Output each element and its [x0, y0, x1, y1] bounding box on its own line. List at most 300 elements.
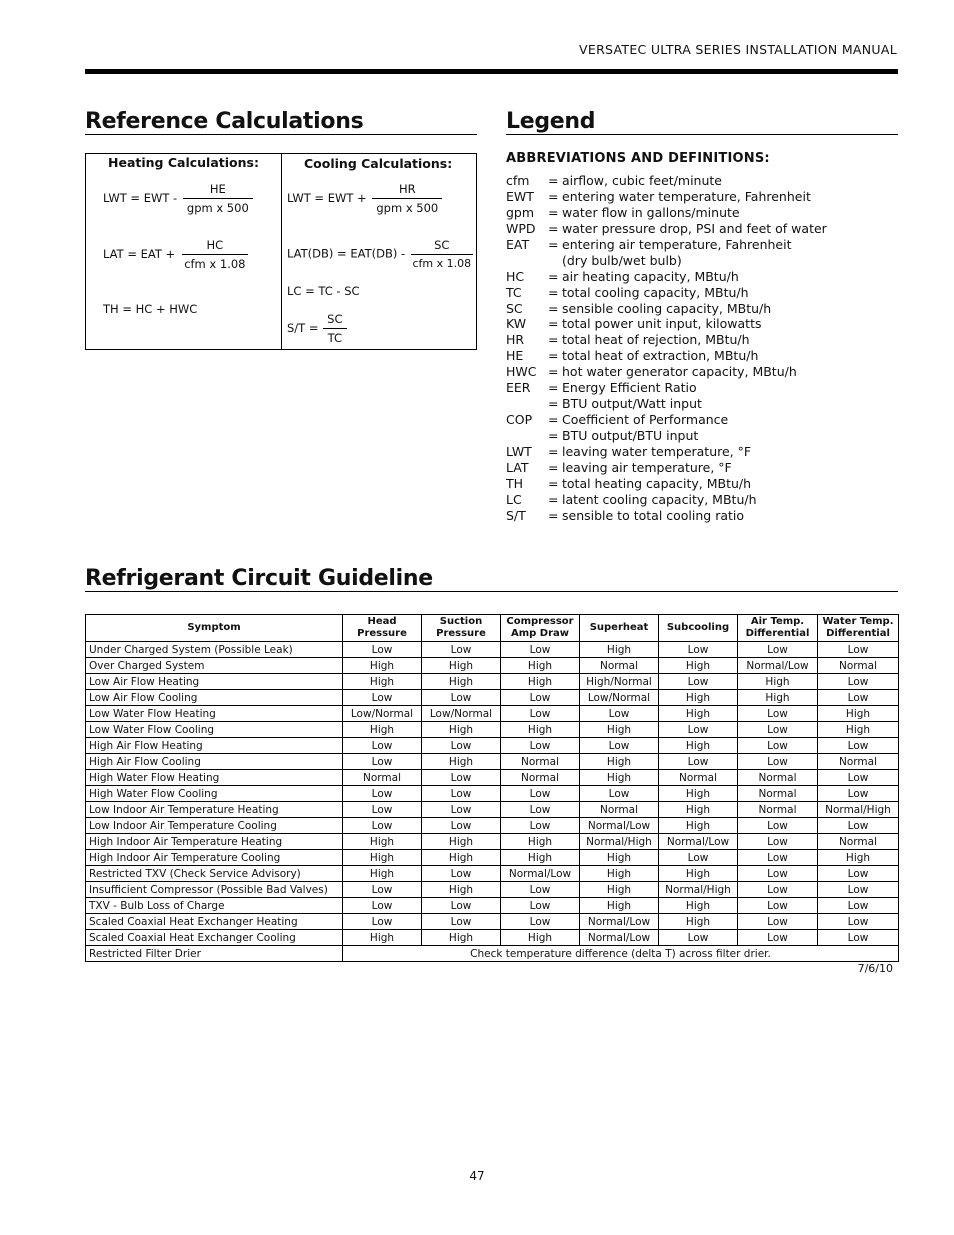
- table-cell: High/Normal: [580, 674, 659, 690]
- table-cell: Low: [343, 882, 422, 898]
- table-cell: Low: [738, 722, 818, 738]
- table-cell: High: [343, 866, 422, 882]
- abbreviation-definition: air heating capacity, MBtu/h: [562, 268, 739, 284]
- table-cell: Low: [818, 914, 899, 930]
- table-cell: Low: [818, 786, 899, 802]
- column-header: Symptom: [86, 615, 343, 642]
- table-cell: Low: [422, 914, 501, 930]
- table-cell: High: [659, 690, 738, 706]
- abbreviation-equals: =: [548, 412, 559, 428]
- abbreviation-code: gpm: [506, 204, 535, 220]
- abbreviation-equals: =: [548, 316, 559, 332]
- table-cell: Normal/Low: [580, 914, 659, 930]
- abbreviation-definition: latent cooling capacity, MBtu/h: [562, 491, 757, 507]
- table-cell: Normal/Low: [501, 866, 580, 882]
- abbreviation-definition: total cooling capacity, MBtu/h: [562, 284, 749, 300]
- table-cell: Low: [659, 722, 738, 738]
- abbreviation-row: [506, 380, 898, 396]
- table-cell: High: [501, 850, 580, 866]
- symptom-cell: Low Indoor Air Temperature Cooling: [86, 818, 343, 834]
- table-cell: Low: [818, 818, 899, 834]
- table-cell: High: [422, 722, 501, 738]
- table-row: [86, 850, 899, 866]
- abbreviation-equals: =: [548, 268, 559, 284]
- abbreviation-code: [506, 253, 548, 269]
- abbreviation-equals: =: [548, 428, 559, 443]
- table-cell: Low: [659, 642, 738, 658]
- symptom-cell: High Air Flow Heating: [86, 738, 343, 754]
- table-cell: Normal/Low: [580, 930, 659, 946]
- table-cell: Low: [580, 738, 659, 754]
- abbreviation-equals: =: [548, 491, 559, 507]
- table-cell: Low: [422, 690, 501, 706]
- table-cell: Low: [343, 818, 422, 834]
- table-cell: Low: [738, 706, 818, 722]
- table-cell: High: [659, 658, 738, 674]
- symptom-cell: TXV - Bulb Loss of Charge: [86, 898, 343, 914]
- table-cell: High: [422, 834, 501, 850]
- abbreviation-equals: =: [548, 236, 559, 252]
- table-row: [86, 754, 899, 770]
- abbreviation-definition: entering water temperature, Fahrenheit: [562, 188, 811, 204]
- abbreviation-row: [506, 428, 898, 444]
- table-cell: Low: [818, 674, 899, 690]
- table-cell: Low: [422, 866, 501, 882]
- abbreviation-row: [506, 221, 898, 237]
- abbreviation-code: EWT: [506, 188, 534, 204]
- symptom-cell: Low Air Flow Heating: [86, 674, 343, 690]
- heating-lwt-fraction: [183, 182, 253, 215]
- abbreviation-equals: =: [548, 332, 559, 348]
- table-cell: Low: [738, 642, 818, 658]
- cooling-lc-formula: LC = TC - SC: [287, 284, 360, 298]
- table-cell: Low: [738, 882, 818, 898]
- symptom-cell: Low Water Flow Cooling: [86, 722, 343, 738]
- table-cell: High: [580, 722, 659, 738]
- abbreviation-definition: sensible to total cooling ratio: [562, 507, 745, 523]
- abbreviation-row: [506, 460, 898, 476]
- symptom-cell: Low Indoor Air Temperature Heating: [86, 802, 343, 818]
- manual-title: VERSATEC ULTRA SERIES INSTALLATION MANUAL: [579, 42, 897, 57]
- abbreviation-definition: total heat of extraction, MBtu/h: [562, 348, 759, 364]
- table-cell: Low: [659, 674, 738, 690]
- column-header: Suction Pressure: [422, 615, 501, 642]
- table-row: [86, 738, 899, 754]
- cooling-st-fraction: [323, 312, 346, 345]
- table-cell: Low: [501, 914, 580, 930]
- abbreviation-definition: total power unit input, kilowatts: [562, 316, 762, 332]
- heating-lat-denominator: cfm x 1.08: [184, 257, 246, 271]
- abbreviation-row: [506, 173, 898, 189]
- abbreviation-equals: =: [548, 173, 559, 188]
- table-row: [86, 866, 899, 882]
- table-cell: Low: [501, 898, 580, 914]
- table-cell: High: [659, 866, 738, 882]
- abbreviation-definition: total heating capacity, MBtu/h: [562, 475, 752, 491]
- table-cell: High: [818, 706, 899, 722]
- cooling-lwt-numerator: HR: [372, 182, 442, 199]
- symptom-cell: Under Charged System (Possible Leak): [86, 642, 343, 658]
- table-row: [86, 914, 899, 930]
- abbreviation-row: [506, 285, 898, 301]
- abbreviation-equals: =: [548, 475, 559, 491]
- abbreviation-row: [506, 348, 898, 364]
- abbreviation-definition: Coefficient of Performance: [562, 412, 729, 428]
- table-cell: Normal: [738, 770, 818, 786]
- table-cell: High: [422, 850, 501, 866]
- abbreviation-definition: BTU output/BTU input: [562, 428, 699, 443]
- abbreviation-code: EAT: [506, 236, 530, 252]
- abbreviation-code: LAT: [506, 459, 529, 475]
- table-cell: Normal: [659, 770, 738, 786]
- refrigerant-guideline-title: Refrigerant Circuit Guideline: [85, 566, 433, 591]
- table-cell: Low: [738, 754, 818, 770]
- table-cell: Normal: [818, 658, 899, 674]
- table-date: 7/6/10: [857, 962, 893, 975]
- table-row: [86, 690, 899, 706]
- symptom-cell: Scaled Coaxial Heat Exchanger Cooling: [86, 930, 343, 946]
- abbreviation-code: HR: [506, 332, 525, 348]
- abbreviation-row: [506, 269, 898, 285]
- table-cell: High: [659, 898, 738, 914]
- abbreviation-row: [506, 412, 898, 428]
- table-cell: Low: [738, 738, 818, 754]
- table-cell: Low: [343, 898, 422, 914]
- table-cell: Low/Normal: [580, 690, 659, 706]
- cooling-lwt-formula: [287, 182, 442, 215]
- abbreviation-row: [506, 316, 898, 332]
- abbreviation-row: [506, 205, 898, 221]
- cooling-lwt-lhs: LWT = EWT +: [287, 191, 367, 205]
- abbreviations-list: [506, 173, 898, 524]
- table-cell: Low: [422, 642, 501, 658]
- heating-lwt-formula: [103, 182, 253, 215]
- abbreviation-equals: =: [548, 459, 559, 475]
- table-cell: Normal: [580, 658, 659, 674]
- cooling-st-formula: [287, 312, 347, 345]
- abbreviation-definition: airflow, cubic feet/minute: [562, 173, 722, 188]
- table-cell: Normal: [738, 786, 818, 802]
- guideline-title-rule: [85, 591, 898, 592]
- table-cell: High: [580, 754, 659, 770]
- table-cell: Low: [738, 818, 818, 834]
- table-cell: Low: [659, 754, 738, 770]
- table-cell: High: [580, 770, 659, 786]
- table-cell: Low: [501, 818, 580, 834]
- abbreviation-row: [506, 364, 898, 380]
- table-cell: Low: [343, 738, 422, 754]
- abbreviation-code: TC: [506, 284, 522, 300]
- table-row: [86, 930, 899, 946]
- table-cell: Low: [501, 882, 580, 898]
- abbreviation-code: LC: [506, 491, 522, 507]
- table-cell: Normal/Low: [659, 834, 738, 850]
- table-cell: Normal: [818, 834, 899, 850]
- abbreviation-equals: =: [548, 364, 559, 380]
- table-cell: High: [501, 930, 580, 946]
- abbreviation-row: [506, 253, 898, 269]
- table-cell: High: [501, 834, 580, 850]
- cooling-st-numerator: SC: [323, 312, 346, 329]
- symptom-cell: Over Charged System: [86, 658, 343, 674]
- abbreviation-equals: =: [548, 507, 559, 523]
- table-cell: Normal: [580, 802, 659, 818]
- table-body: [86, 642, 899, 962]
- abbreviation-code: [506, 396, 548, 412]
- abbreviation-definition: hot water generator capacity, MBtu/h: [562, 364, 797, 380]
- table-cell: High: [580, 898, 659, 914]
- table-row: [86, 834, 899, 850]
- table-cell: High: [659, 818, 738, 834]
- cooling-lat-fraction: [411, 238, 473, 270]
- symptom-cell: Insufficient Compressor (Possible Bad Valves): [86, 882, 343, 898]
- table-cell: High: [738, 690, 818, 706]
- symptom-cell: Restricted Filter Drier: [86, 946, 343, 962]
- table-cell: Low: [501, 642, 580, 658]
- table-cell: High: [818, 722, 899, 738]
- table-cell: High: [580, 642, 659, 658]
- heating-lat-formula: [103, 238, 248, 271]
- abbreviation-code: WPD: [506, 220, 536, 236]
- table-cell: High: [501, 722, 580, 738]
- abbreviation-row: [506, 301, 898, 317]
- heating-lwt-lhs: LWT = EWT -: [103, 191, 178, 205]
- table-header-row: [86, 615, 899, 642]
- symptom-cell: High Indoor Air Temperature Cooling: [86, 850, 343, 866]
- table-row: [86, 658, 899, 674]
- abbreviation-code: S/T: [506, 507, 526, 523]
- table-cell: Low: [580, 786, 659, 802]
- column-header: Head Pressure: [343, 615, 422, 642]
- table-cell: High: [659, 786, 738, 802]
- table-cell: High: [422, 754, 501, 770]
- table-cell: Normal/High: [580, 834, 659, 850]
- table-cell: Low: [818, 642, 899, 658]
- column-header: Water Temp. Differential: [818, 615, 899, 642]
- legend-title: Legend: [506, 109, 596, 134]
- filter-drier-note: Check temperature difference (delta T) across filter drier.: [343, 946, 899, 962]
- abbreviation-code: EER: [506, 380, 531, 396]
- abbreviation-equals: =: [548, 380, 559, 396]
- table-cell: Low: [738, 834, 818, 850]
- heating-lat-fraction: [182, 238, 248, 271]
- abbreviation-equals: =: [548, 204, 559, 220]
- table-cell: Low: [818, 898, 899, 914]
- symptom-cell: High Air Flow Cooling: [86, 754, 343, 770]
- header-rule: [85, 69, 898, 74]
- table-cell: Low: [501, 802, 580, 818]
- abbreviation-equals: =: [548, 300, 559, 316]
- abbreviation-definition: water flow in gallons/minute: [562, 204, 740, 220]
- abbreviation-code: LWT: [506, 443, 532, 459]
- column-header: Air Temp. Differential: [738, 615, 818, 642]
- table-cell: Normal: [738, 802, 818, 818]
- abbreviation-definition: leaving water temperature, °F: [562, 443, 752, 459]
- table-cell: Low/Normal: [422, 706, 501, 722]
- abbreviation-code: HE: [506, 348, 524, 364]
- table-cell: High: [659, 914, 738, 930]
- table-row: [86, 818, 899, 834]
- table-cell: Low: [818, 738, 899, 754]
- heating-th-formula: TH = HC + HWC: [103, 302, 198, 316]
- table-row: [86, 898, 899, 914]
- abbreviation-code: KW: [506, 316, 527, 332]
- table-cell: Low: [738, 914, 818, 930]
- calculations-divider: [281, 154, 282, 349]
- table-cell: Normal/Low: [580, 818, 659, 834]
- table-cell: Normal: [818, 754, 899, 770]
- abbreviation-code: HC: [506, 268, 525, 284]
- heating-lwt-numerator: HE: [183, 182, 253, 199]
- cooling-lwt-denominator: gpm x 500: [376, 201, 439, 215]
- table-cell: Low: [659, 930, 738, 946]
- abbreviation-equals: =: [548, 396, 559, 412]
- table-row: [86, 802, 899, 818]
- column-header: Compressor Amp Draw: [501, 615, 580, 642]
- table-cell: Low: [343, 786, 422, 802]
- table-cell: Normal: [501, 770, 580, 786]
- table-cell: High: [343, 722, 422, 738]
- table-cell: High: [659, 706, 738, 722]
- abbreviation-equals: =: [548, 220, 559, 236]
- abbreviation-code: COP: [506, 412, 533, 428]
- abbreviation-definition: Energy Efficient Ratio: [562, 380, 697, 396]
- abbreviation-row: [506, 444, 898, 460]
- abbreviation-definition: total heat of rejection, MBtu/h: [562, 332, 750, 348]
- abbreviation-code: cfm: [506, 173, 530, 188]
- heating-lat-lhs: LAT = EAT +: [103, 247, 176, 261]
- table-cell: Low: [659, 850, 738, 866]
- table-cell: Low: [422, 786, 501, 802]
- table-cell: High: [422, 882, 501, 898]
- table-cell: High: [580, 850, 659, 866]
- table-row: [86, 946, 899, 962]
- table-cell: Low: [343, 690, 422, 706]
- abbreviation-definition: sensible cooling capacity, MBtu/h: [562, 300, 772, 316]
- heating-calculations-heading: Heating Calculations:: [108, 155, 259, 170]
- table-cell: Low: [422, 802, 501, 818]
- cooling-st-denominator: TC: [327, 331, 343, 345]
- cooling-lat-formula: [287, 238, 473, 270]
- heating-lwt-denominator: gpm x 500: [186, 201, 249, 215]
- table-cell: Low: [343, 914, 422, 930]
- symptom-cell: Low Air Flow Cooling: [86, 690, 343, 706]
- table-cell: High: [422, 930, 501, 946]
- abbreviation-row: [506, 189, 898, 205]
- symptom-cell: High Water Flow Cooling: [86, 786, 343, 802]
- table-cell: Low: [818, 866, 899, 882]
- abbreviation-row: [506, 237, 898, 253]
- table-cell: Low: [343, 642, 422, 658]
- table-row: [86, 770, 899, 786]
- table-row: [86, 706, 899, 722]
- abbreviation-equals: =: [548, 443, 559, 459]
- table-cell: High: [659, 802, 738, 818]
- abbreviation-equals: =: [548, 188, 559, 204]
- table-cell: Low: [818, 930, 899, 946]
- table-row: [86, 722, 899, 738]
- cooling-lat-lhs: LAT(DB) = EAT(DB) -: [287, 246, 406, 261]
- symptom-cell: Scaled Coaxial Heat Exchanger Heating: [86, 914, 343, 930]
- table-cell: Low: [738, 850, 818, 866]
- abbreviation-equals: =: [548, 348, 559, 364]
- table-row: [86, 882, 899, 898]
- symptom-cell: High Indoor Air Temperature Heating: [86, 834, 343, 850]
- abbreviation-equals: [548, 253, 562, 269]
- abbreviation-definition: (dry bulb/wet bulb): [562, 252, 682, 268]
- table-cell: Low: [501, 738, 580, 754]
- abbreviation-definition: water pressure drop, PSI and feet of water: [562, 220, 827, 236]
- abbreviation-equals: =: [548, 284, 559, 300]
- table-cell: Low: [422, 818, 501, 834]
- table-cell: Low: [501, 786, 580, 802]
- abbreviation-code: SC: [506, 300, 523, 316]
- table-cell: High: [818, 850, 899, 866]
- table-cell: Low: [343, 802, 422, 818]
- table-cell: Normal/High: [818, 802, 899, 818]
- table-cell: High: [343, 658, 422, 674]
- abbreviation-code: TH: [506, 475, 524, 491]
- abbreviation-row: [506, 508, 898, 524]
- cooling-st-lhs: S/T =: [287, 321, 319, 335]
- page-number: 47: [469, 1169, 485, 1183]
- refrigerant-circuit-table: [85, 614, 899, 962]
- table-cell: Low: [501, 706, 580, 722]
- legend-title-rule: [506, 134, 898, 135]
- table-row: [86, 674, 899, 690]
- table-cell: Low: [501, 690, 580, 706]
- table-row: [86, 642, 899, 658]
- abbreviation-code: HWC: [506, 364, 537, 380]
- heating-lat-numerator: HC: [182, 238, 248, 255]
- table-cell: High: [343, 850, 422, 866]
- table-cell: Low: [422, 770, 501, 786]
- cooling-calculations-heading: Cooling Calculations:: [304, 156, 453, 171]
- abbreviation-row: [506, 332, 898, 348]
- table-cell: High: [501, 674, 580, 690]
- table-cell: High: [659, 738, 738, 754]
- cooling-lat-denominator: cfm x 1.08: [412, 257, 472, 270]
- table-cell: Low/Normal: [343, 706, 422, 722]
- table-cell: Low: [422, 738, 501, 754]
- table-cell: High: [580, 866, 659, 882]
- abbreviation-row: [506, 476, 898, 492]
- table-cell: High: [343, 834, 422, 850]
- abbreviation-definition: BTU output/Watt input: [562, 396, 702, 412]
- abbreviation-definition: entering air temperature, Fahrenheit: [562, 236, 792, 252]
- table-cell: Normal: [501, 754, 580, 770]
- table-cell: Normal: [343, 770, 422, 786]
- table-cell: Low: [818, 882, 899, 898]
- symptom-cell: Low Water Flow Heating: [86, 706, 343, 722]
- table-cell: Low: [818, 690, 899, 706]
- symptom-cell: Restricted TXV (Check Service Advisory): [86, 866, 343, 882]
- table-cell: High: [422, 658, 501, 674]
- table-cell: High: [738, 674, 818, 690]
- cooling-lat-numerator: SC: [411, 238, 473, 255]
- table-cell: High: [422, 674, 501, 690]
- reference-calculations-title: Reference Calculations: [85, 109, 364, 134]
- symptom-cell: High Water Flow Heating: [86, 770, 343, 786]
- table-row: [86, 786, 899, 802]
- table-cell: Low: [738, 930, 818, 946]
- table-cell: High: [580, 882, 659, 898]
- reference-title-rule: [85, 134, 477, 135]
- table-cell: Low: [343, 754, 422, 770]
- column-header: Superheat: [580, 615, 659, 642]
- table-cell: Low: [422, 898, 501, 914]
- abbreviations-heading: ABBREVIATIONS AND DEFINITIONS:: [506, 151, 770, 166]
